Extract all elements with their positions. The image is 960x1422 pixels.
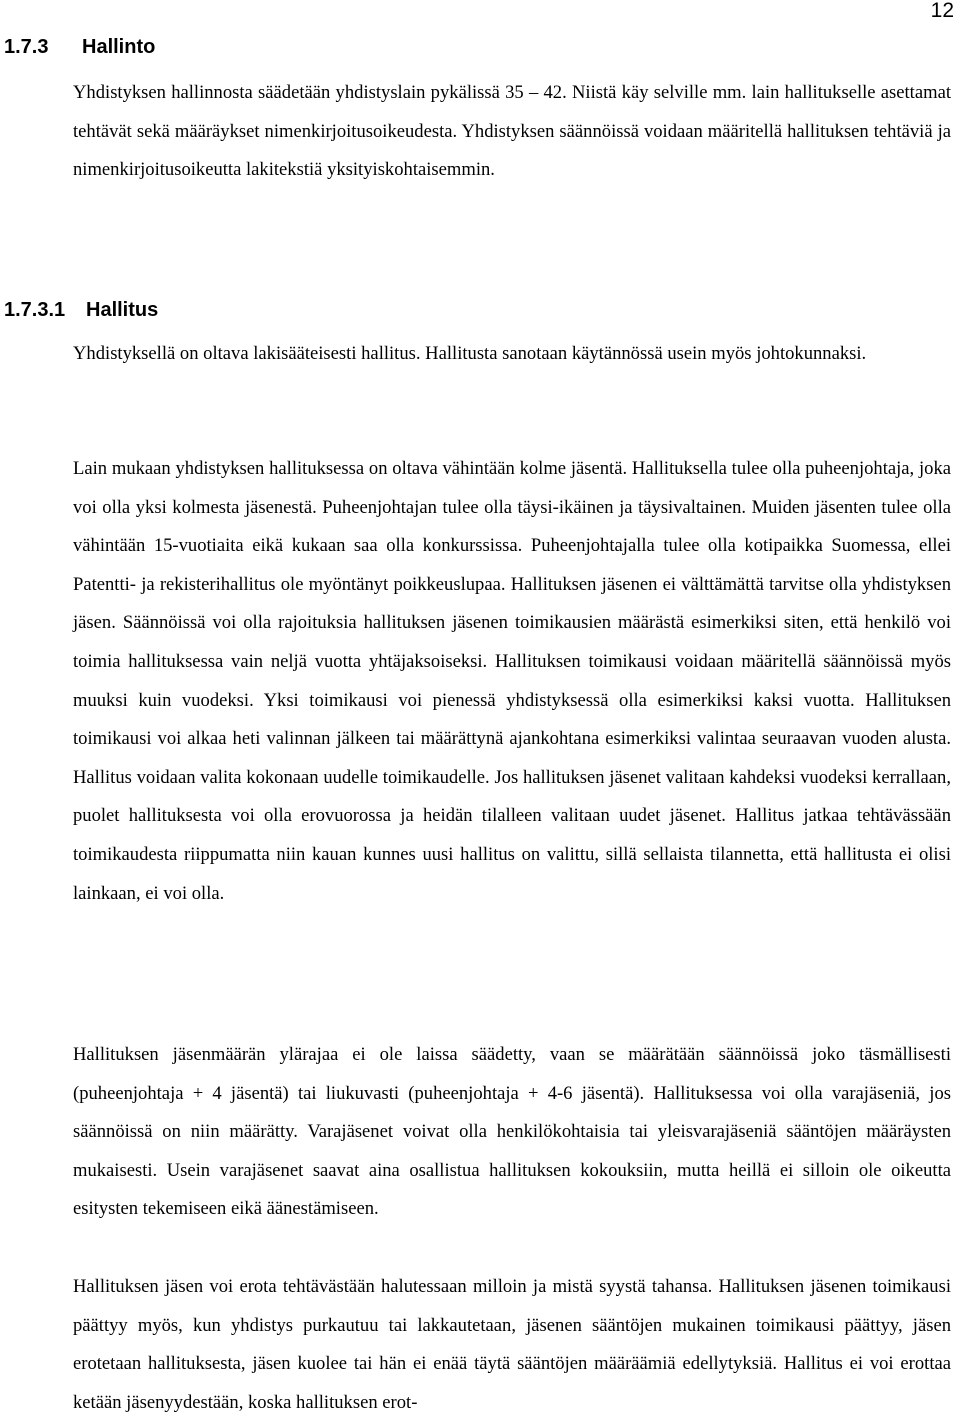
subsection-title: Hallitus — [86, 299, 159, 321]
body-paragraph-3: Hallituksen jäsenmäärän ylärajaa ei ole laissa säädetty, vaan se määrätään säännöissä joko täsmällisesti (puheenjohtaja + 4 jäsentä) tai liukuvasti (puheenjohtaja + 4-6 jäsentä). Hallituksessa voi olla varajäseniä, jos säännöissä on niin määrätty. Varajäsenet voivat olla henkilökohtaisia tai yleisvarajäseniä sääntöjen määräysten mukaisesti. Usein varajäsenet saavat aina osallistua hallituksen kokouksiin, mutta heillä ei silloin ole oikeutta esitysten tekemiseen eikä äänestämiseen. — [73, 1044, 951, 1220]
section-paragraph: Yhdistyksen hallinnosta säädetään yhdistyslain pykälissä 35 – 42. Niistä käy selville mm. lain hallitukselle asettamat tehtävät sekä määräykset nimenkirjoitusoikeudesta. Yhdistyksen säännöissä voidaan määritellä hallituksen tehtäviä ja nimenkirjoitusoikeutta lakitekstiä yksityiskohtaisemmin. — [73, 82, 951, 181]
section-heading — [4, 34, 155, 60]
section-title: Hallinto — [82, 36, 156, 58]
body-paragraph-4: Hallituksen jäsen voi erota tehtävästään halutessaan milloin ja mistä syystä tahansa. Hallituksen jäsenen toimikausi päättyy myös, kun yhdistys purkautuu tai lakkautetaan, jäsenen sääntöjen mukainen toimikausi päättyy, jäsen erotetaan hallituksesta, jäsen kuolee tai hän ei enää täytä sääntöjen määräämiä edellytyksiä. Hallitus ei voi erottaa ketään jäsenyydestään, koska hallituksen erot- — [73, 1276, 951, 1413]
section-number: 1.7.3 — [4, 36, 49, 58]
body-paragraph-2: Lain mukaan yhdistyksen hallituksessa on oltava vähintään kolme jäsentä. Hallituksella tulee olla puheenjohtaja, joka voi olla yksi kolmesta jäsenestä. Puheenjohtajan tulee olla täysi-ikäinen ja täysivaltainen. Muiden jäsenten tulee olla vähintään 15-vuotiaita eikä kukaan saa olla konkurssissa. Puheenjohtajalla tulee olla kotipaikka Suomessa, ellei Patentti- ja rekisterihallitus ole myöntänyt poikkeuslupaa. Hallituksen jäsenen ei välttämättä tarvitse olla yhdistyksen jäsen. Säännöissä voi olla rajoituksia hallituksen jäsenen toimikausien määrästä esimerkiksi siten, että henkilö voi toimia hallituksessa vain neljä vuotta yhtäjaksoiseksi. Hallituksen toimikausi voidaan määritellä säännöissä myös muuksi kuin vuodeksi. Yksi toimikausi voi pienessä yhdistyksessä olla esimerkiksi kaksi vuotta. Hallituksen toimikausi voi alkaa heti valinnan jälkeen tai määrättynä ajankohtana esimerkiksi valintaa seuraavan vuoden alusta. Hallitus voidaan valita kokonaan uudelle toimikaudelle. Jos hallituksen jäsenet valitaan kahdeksi vuodeksi kerrallaan, puolet hallituksesta voi olla erovuorossa ja heidän tilalleen valitaan uudet jäsenet. Hallitus jatkaa tehtävässään toimikaudesta riippumatta niin kauan kunnes uusi hallitus on valittu, sillä sellaista tilannetta, että hallitusta ei olisi lainkaan, ei voi olla. — [73, 458, 951, 904]
page-number: 12 — [930, 0, 954, 22]
subsection-number: 1.7.3.1 — [4, 299, 66, 321]
body-paragraph-1: Yhdistyksellä on oltava lakisääteisesti hallitus. Hallitusta sanotaan käytännössä usein myös johtokunnaksi. — [73, 343, 867, 364]
subsection-heading — [4, 297, 158, 323]
